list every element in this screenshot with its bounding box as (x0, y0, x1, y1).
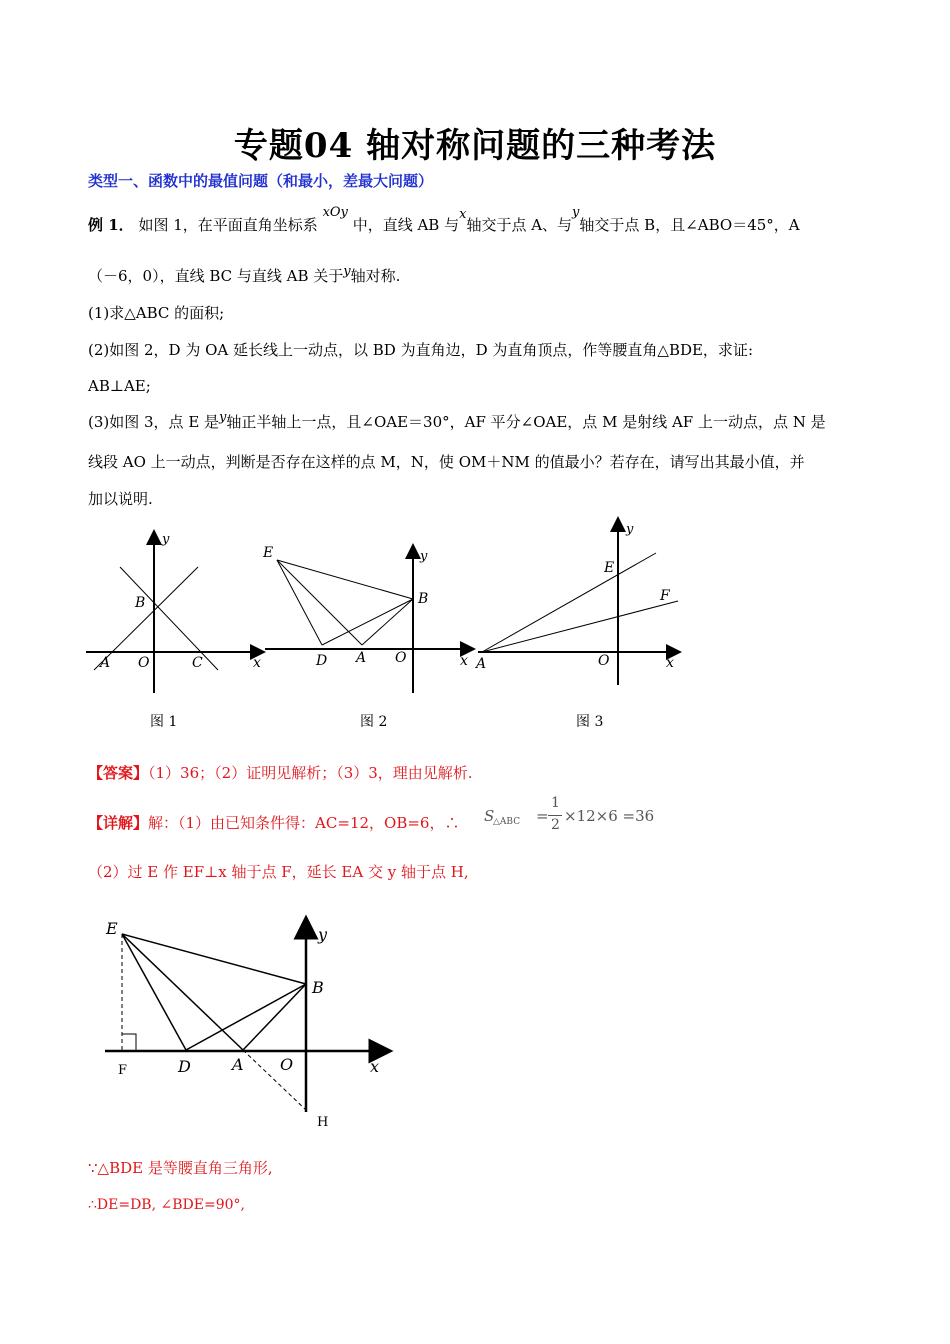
fig1-label-a: A (100, 655, 111, 671)
figure-1 (86, 532, 262, 730)
fig2-caption: 图 2 (360, 714, 388, 730)
sol-label-o: O (280, 1055, 294, 1074)
example-line-1 (88, 205, 800, 237)
sol-label-y: y (318, 925, 328, 944)
figure-2 (262, 545, 472, 730)
fig1-label-c: C (192, 655, 203, 671)
answer-text: （1）36；（2）证明见解析；（3）3，理由见解析. (148, 764, 473, 782)
figure-3 (474, 520, 678, 730)
figures-row (80, 515, 700, 740)
math-y: y (572, 205, 580, 220)
detail-line-4: ∴DE=DB, ∠BDE=90°, (88, 1197, 245, 1213)
fig2-label-o: O (395, 650, 407, 666)
sol-label-f: F (118, 1063, 128, 1078)
detail-line-3: ∵△BDE 是等腰直角三角形, (88, 1159, 273, 1177)
fig2-line-ab (362, 599, 413, 645)
math-y: y (219, 410, 227, 425)
detail-tag: 【详解】 (88, 814, 149, 832)
page-title: 专题04 轴对称问题的三种考法 (233, 126, 717, 166)
example-text: 轴对称. (350, 267, 401, 285)
detail-text: 解：（1）由已知条件得：AC=12，OB=6，∴ (148, 814, 460, 832)
fig1-label-o: O (138, 655, 150, 671)
formula-s: S (484, 807, 495, 825)
q3-text: 轴正半轴上一点，且∠OAE＝30°，AF 平分∠OAE，点 M 是射线 AF 上一动点，点 N 是 (226, 413, 826, 431)
fig2-line-db (322, 599, 413, 645)
question-2: (2)如图 2，D 为 OA 延长线上一动点，以 BD 为直角边，D 为直角顶点，作等腰直角△BDE，求证: (88, 341, 753, 359)
sol-line-ea (122, 934, 243, 1050)
fig3-label-x: x (666, 655, 674, 671)
fig3-caption: 图 3 (576, 714, 604, 730)
section-heading: 类型一、函数中的最值问题（和最小，差最大问题） (88, 172, 434, 190)
fig2-line-ea (277, 560, 362, 645)
sol-line-db (186, 984, 306, 1050)
fig3-label-y: y (626, 522, 634, 537)
answer-tag: 【答案】 (88, 764, 149, 782)
example-text: 如图 1，在平面直角坐标系 (138, 216, 318, 234)
fig3-line-ae (482, 553, 656, 652)
fig2-label-x: x (460, 653, 468, 669)
formula-eq: = (536, 807, 549, 825)
sol-line-ab (243, 984, 306, 1050)
question-3 (88, 412, 826, 434)
question-2-cont: AB⊥AE; (88, 377, 151, 395)
example-line-2 (88, 266, 400, 288)
fig2-line-eb (277, 560, 413, 599)
formula-numerator: 1 (551, 795, 560, 811)
answer-line (88, 763, 473, 783)
fig1-line-bc (120, 567, 218, 670)
fig3-label-f: F (660, 588, 670, 604)
question-1: (1)求△ABC 的面积; (88, 304, 225, 322)
sol-label-h: H (317, 1115, 329, 1130)
fig2-label-e: E (263, 545, 274, 561)
sol-right-angle (122, 1034, 136, 1050)
example-text: 中，直线 AB 与 (352, 216, 460, 234)
sol-label-b: B (312, 978, 324, 997)
math-xoy: xOy (322, 205, 348, 220)
example-label: 例 1． (88, 216, 134, 234)
fig1-caption: 图 1 (150, 714, 178, 730)
example-text: 轴交于点 A、与 (466, 216, 573, 234)
fig3-label-a: A (476, 656, 487, 672)
example-text: 轴交于点 B，且∠ABO＝45°，A (579, 216, 800, 234)
fig3-label-e: E (604, 560, 615, 576)
formula-sub: △ABC (493, 817, 521, 827)
question-3-line-2: 线段 AO 上一动点，判断是否存在这样的点 M，N，使 OM＋NM 的值最小？若存在，请写出其最小值，并 (88, 453, 805, 471)
formula-bar (548, 815, 562, 816)
sol-line-ed (122, 934, 186, 1050)
formula-rest: ×12×6 =36 (564, 807, 655, 825)
example-text: （－6，0），直线 BC 与直线 AB 关于 (88, 267, 344, 285)
sol-label-x: x (370, 1057, 380, 1076)
fig1-label-y: y (162, 532, 170, 547)
fig1-label-b: B (135, 595, 146, 611)
fig2-label-b: B (418, 591, 429, 607)
solution-figure (100, 912, 400, 1134)
fig2-label-y: y (420, 549, 428, 564)
fig2-label-d: D (316, 653, 328, 669)
fig2-label-a: A (356, 650, 367, 666)
sol-label-d: D (178, 1057, 191, 1076)
sol-label-e: E (106, 919, 118, 938)
detail-line-2: （2）过 E 作 EF⊥x 轴于点 F，延长 EA 交 y 轴于点 H, (88, 863, 469, 881)
formula-denominator: 2 (551, 817, 560, 833)
q3-text: (3)如图 3，点 E 是 (88, 413, 220, 431)
fig3-label-o: O (598, 653, 610, 669)
sol-label-a: A (232, 1055, 244, 1074)
sol-line-eb (122, 934, 306, 984)
sol-line-ah (243, 1050, 306, 1110)
detail-line-1 (88, 813, 459, 833)
fig1-label-x: x (253, 655, 261, 671)
math-y: y (343, 264, 351, 279)
fig2-line-ed (277, 560, 322, 645)
fig3-line-af (482, 601, 678, 652)
math-x: x (459, 207, 467, 222)
question-3-line-3: 加以说明. (88, 490, 153, 508)
